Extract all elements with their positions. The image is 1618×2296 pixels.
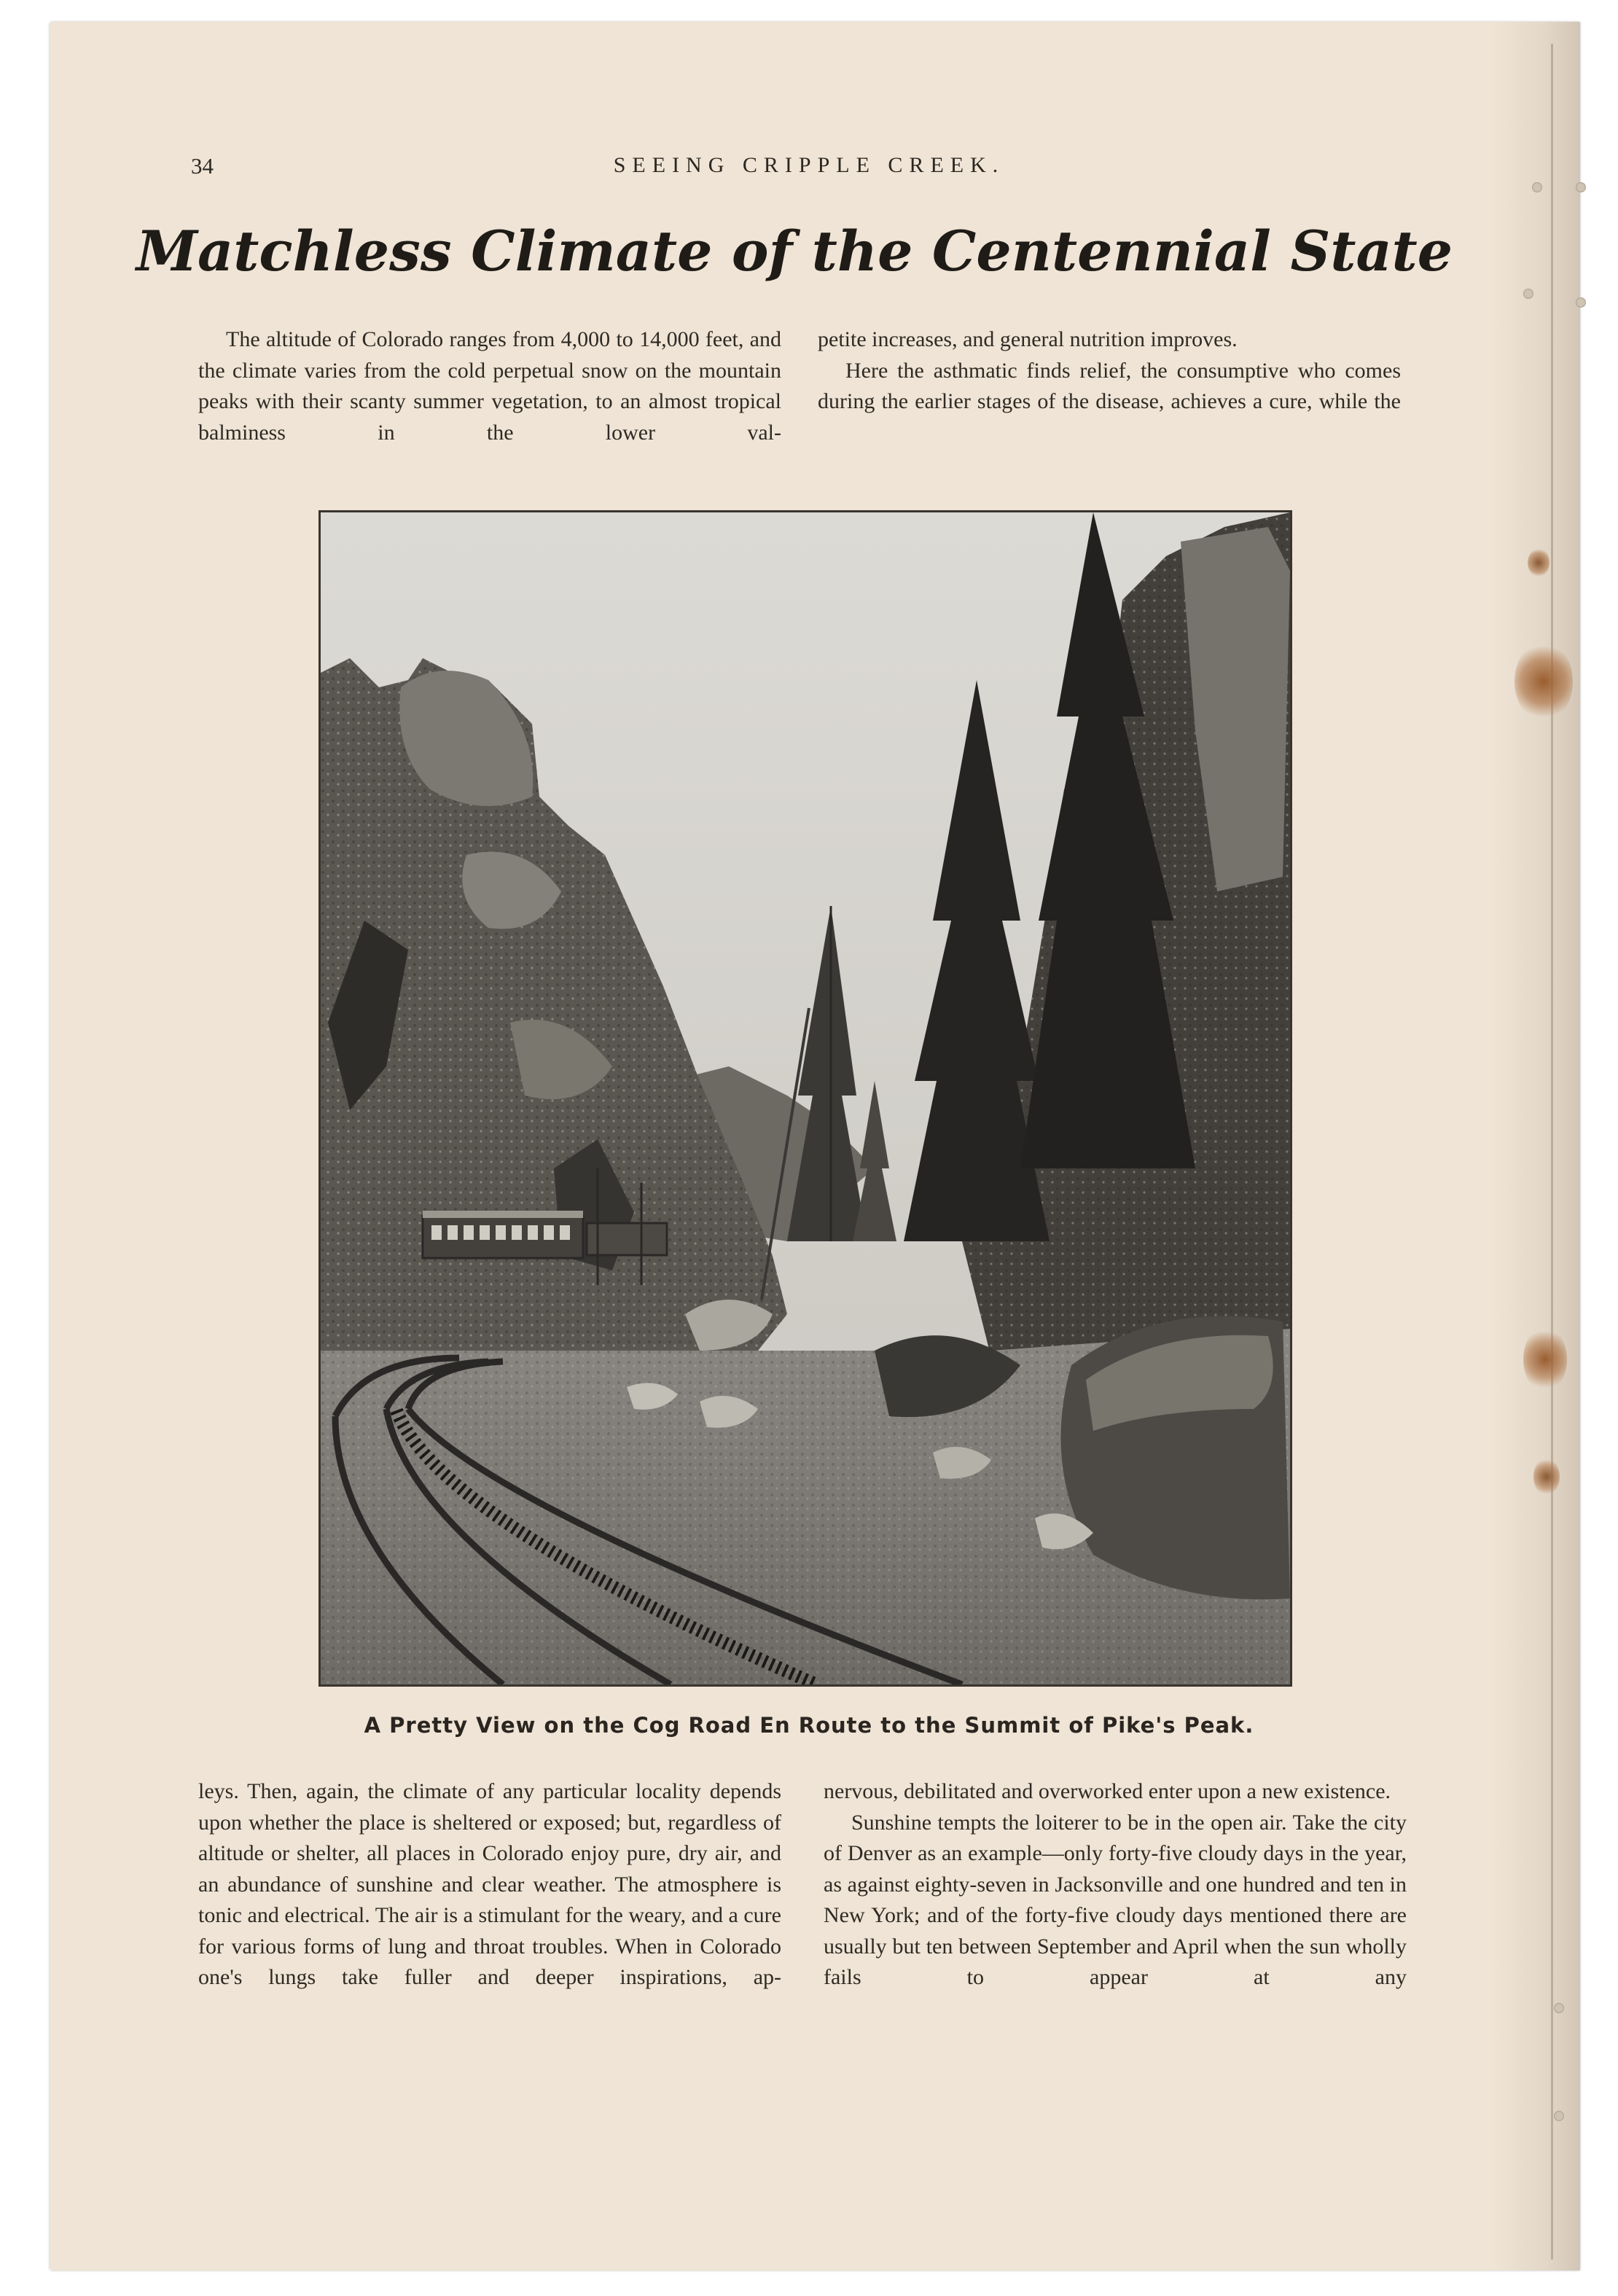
paragraph: leys. Then, again, the climate of any particular locality depends upon whether the place is sheltered or exposed; but, regardless of altitude or shelter, all places in Colorado enjoy pure, dry air, and an abundance of sunshine and clear weather. The atmosphere is tonic and electrical. The air is a stimulant for the weary, and a cure for various forms of lung and throat troubles. When in Colorado one's lungs take fuller and deeper inspirations, ap- bbox=[198, 1779, 781, 1989]
photo-cog-road bbox=[318, 510, 1292, 1687]
paragraph: petite increases, and general nutrition improves. bbox=[818, 327, 1238, 351]
paragraph: Here the asthmatic finds relief, the consumptive who comes during the earlier stages of the disease, achieves a cure, while the bbox=[818, 358, 1401, 413]
paragraph: The altitude of Colorado ranges from 4,000 to 14,000 feet, and the climate varies from the cold perpetual snow on the mountain peaks with their scanty summer vegetation, to an almost tropical balminess in the lower val- bbox=[198, 327, 781, 445]
page-fold bbox=[1551, 44, 1553, 2260]
rust-stain bbox=[1528, 548, 1549, 577]
paragraph: nervous, debilitated and overworked enter upon a new existence. bbox=[824, 1779, 1391, 1803]
page-number: 34 bbox=[191, 153, 214, 179]
binding-hole bbox=[1554, 2111, 1564, 2121]
photo-caption: A Pretty View on the Cog Road En Route to the Summit of Pike's Peak. bbox=[364, 1713, 1254, 1738]
article-title: Matchless Climate of the Centennial State bbox=[136, 219, 1453, 284]
paragraph: Sunshine tempts the loiterer to be in the open air. Take the city of Denver as an example—only forty-five cloudy days in the year, as against eighty-seven in Jacksonville and one hundred and ten in New York; and of the forty-five cloudy days mentioned there are usually but ten between September and April when the sun wholly fails to appear at any bbox=[824, 1810, 1407, 1989]
rust-stain bbox=[1515, 641, 1573, 722]
text-column-bottom-left bbox=[198, 1776, 781, 1994]
text-column-top-left bbox=[198, 324, 781, 448]
text-column-bottom-right bbox=[824, 1776, 1407, 1994]
binding-hole bbox=[1554, 2003, 1564, 2013]
text-column-top-right bbox=[818, 324, 1401, 418]
binding-hole bbox=[1532, 182, 1542, 192]
binding-hole bbox=[1523, 289, 1533, 299]
rust-stain bbox=[1523, 1327, 1567, 1392]
running-title: SEEING CRIPPLE CREEK. bbox=[613, 153, 1005, 177]
binding-hole bbox=[1576, 182, 1586, 192]
binding-hole bbox=[1576, 297, 1586, 308]
rust-stain bbox=[1533, 1458, 1560, 1496]
photo-illustration bbox=[321, 512, 1290, 1684]
